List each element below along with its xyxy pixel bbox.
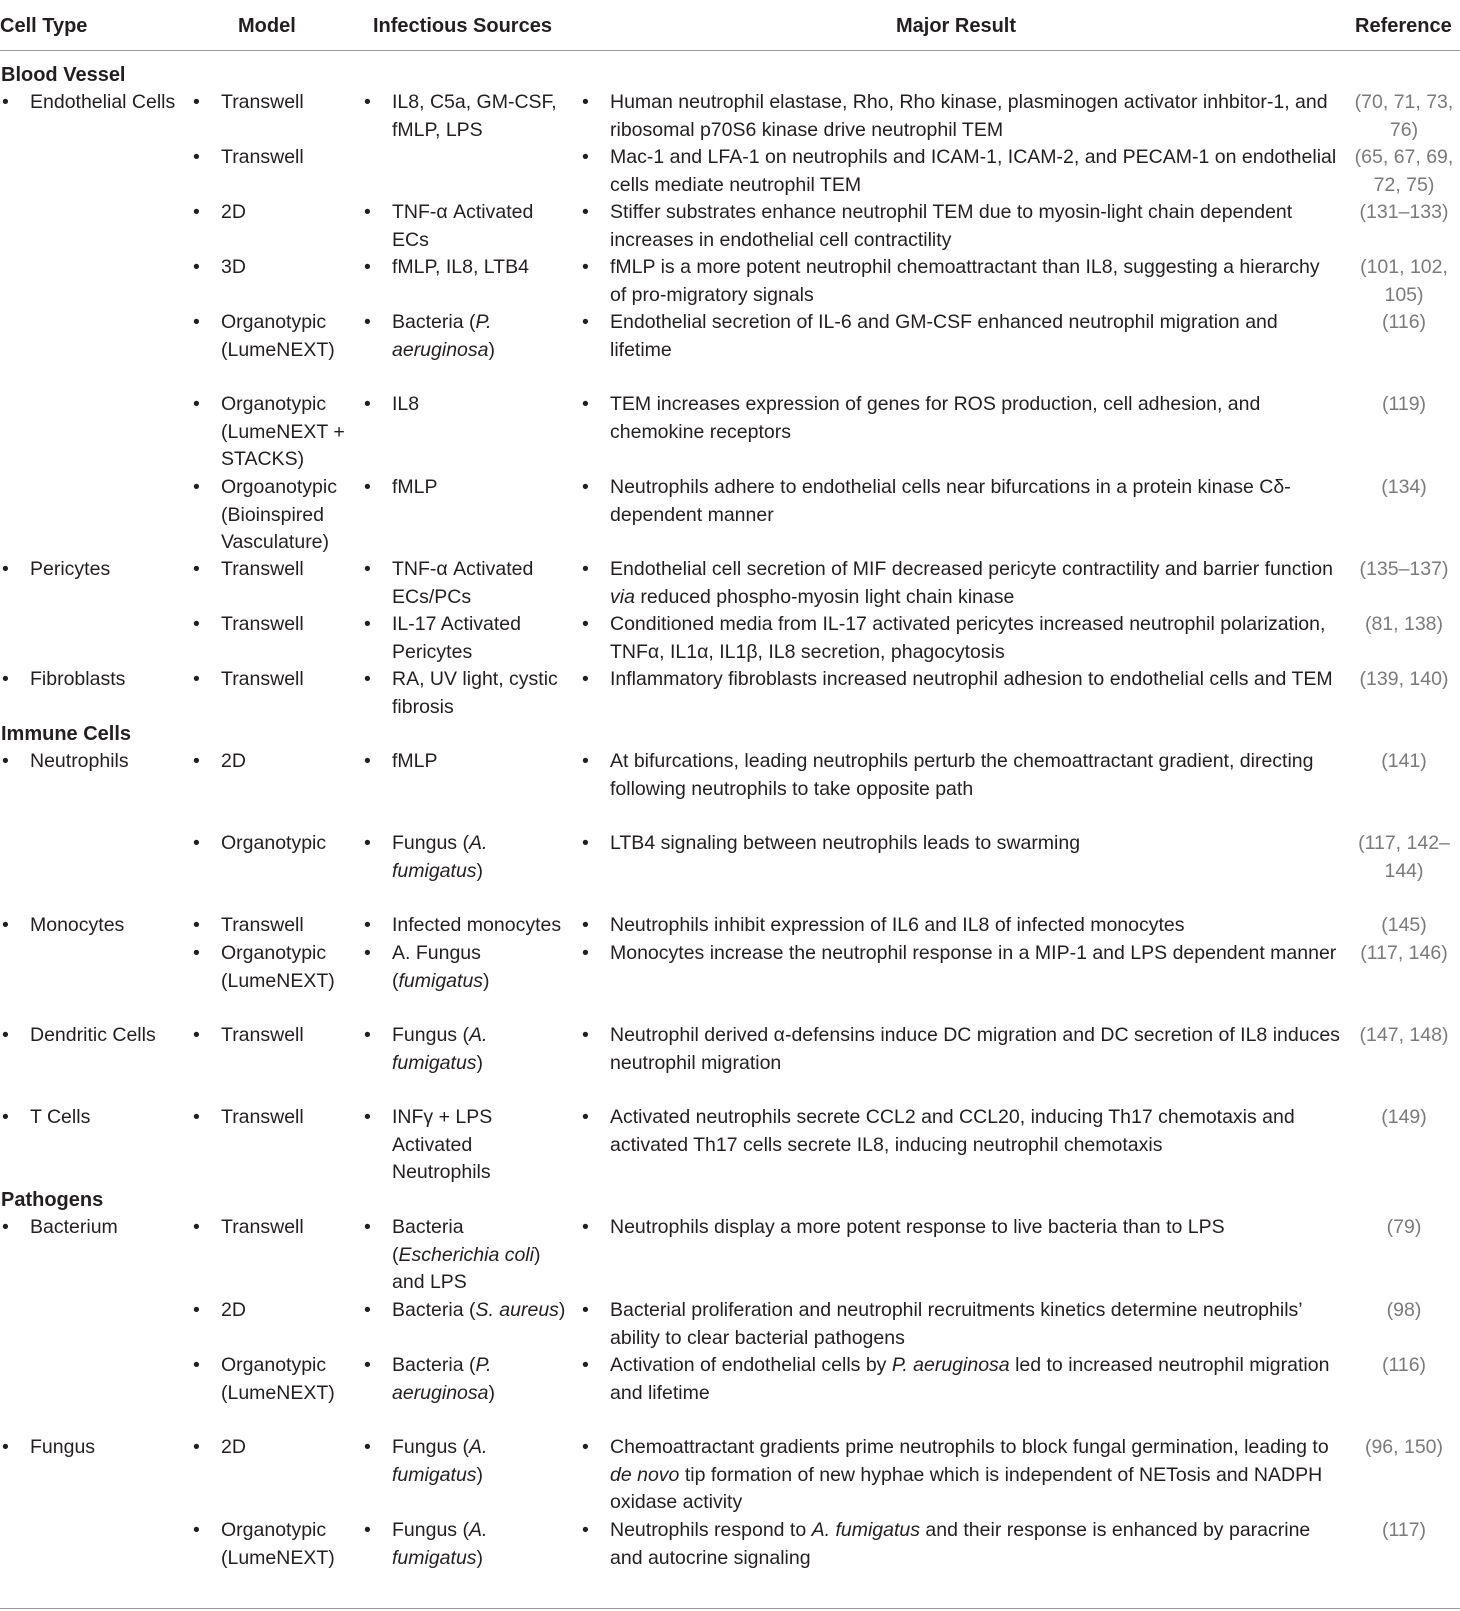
major-result: • TEM increases expression of genes for ROS production, cell adhesion, and chemokine receptors xyxy=(580,391,1340,446)
reference: (81, 138) xyxy=(1364,613,1444,635)
model: • 2D xyxy=(191,1297,361,1325)
model: • Transwell xyxy=(191,144,361,172)
infectious-source: • Fungus (A. fumigatus) xyxy=(362,1517,572,1572)
reference: (101, 102, 105) xyxy=(1360,256,1448,306)
model: • Transwell xyxy=(191,556,361,584)
reference: (139, 140) xyxy=(1359,668,1449,690)
header-cell-type: Cell Type xyxy=(0,15,88,37)
major-result: • Mac-1 and LFA-1 on neutrophils and ICAM-1, ICAM-2, and PECAM-1 on endothelial cells mediate neutrophil TEM xyxy=(580,144,1340,199)
model: • Transwell xyxy=(191,89,361,117)
infectious-source: • IL8 xyxy=(362,391,572,419)
header-reference: Reference xyxy=(1355,15,1452,37)
model: • Transwell xyxy=(191,1104,361,1132)
major-result: • Neutrophils display a more potent response to live bacteria than to LPS xyxy=(580,1214,1340,1242)
major-result: • Monocytes increase the neutrophil response in a MIP-1 and LPS dependent manner xyxy=(580,940,1340,968)
reference: (116) xyxy=(1381,311,1427,333)
section-title: Blood Vessel xyxy=(1,64,126,86)
model: • Organotypic (LumeNEXT) xyxy=(191,1352,361,1407)
infectious-source: • A. Fungus (fumigatus) xyxy=(362,940,572,995)
model: • Transwell xyxy=(191,1214,361,1242)
major-result: • LTB4 signaling between neutrophils leads to swarming xyxy=(580,830,1340,858)
model: • 2D xyxy=(191,1434,361,1462)
major-result: • Activation of endothelial cells by P. aeruginosa led to increased neutrophil migration and lifetime xyxy=(580,1352,1340,1407)
major-result: • Conditioned media from IL-17 activated pericytes increased neutrophil polarization, TNFα, IL1α, IL1β, IL8 secretion, phagocytosis xyxy=(580,611,1340,666)
reference: (135–137) xyxy=(1359,558,1449,580)
infectious-source: • RA, UV light, cystic fibrosis xyxy=(362,666,572,721)
bottom-divider xyxy=(0,1608,1460,1609)
major-result: • Neutrophils inhibit expression of IL6 and IL8 of infected monocytes xyxy=(580,912,1340,940)
infectious-source: • IL-17 Activated Pericytes xyxy=(362,611,572,666)
reference: (141) xyxy=(1381,750,1427,772)
model: • Transwell xyxy=(191,912,361,940)
reference: (149) xyxy=(1381,1106,1427,1128)
model: • Transwell xyxy=(191,1022,361,1050)
major-result: • Neutrophils adhere to endothelial cells near bifurcations in a protein kinase Cδ-dependent manner xyxy=(580,474,1340,529)
reference: (117, 142–144) xyxy=(1358,832,1450,882)
infectious-source: • fMLP xyxy=(362,748,572,776)
reference: (147, 148) xyxy=(1359,1024,1449,1046)
header-model: Model xyxy=(238,15,296,37)
header-major-result: Major Result xyxy=(896,15,1017,37)
reference: (131–133) xyxy=(1359,201,1449,223)
infectious-source: • TNF-α Activated ECs xyxy=(362,199,572,254)
cell-type: • Monocytes xyxy=(0,912,195,940)
infectious-source: • Fungus (A. fumigatus) xyxy=(362,1434,572,1489)
model: • Organotypic (LumeNEXT + STACKS) xyxy=(191,391,361,474)
reference: (134) xyxy=(1381,476,1427,498)
reference: (98) xyxy=(1386,1299,1422,1321)
cell-type: • Endothelial Cells xyxy=(0,89,195,117)
major-result: • Stiffer substrates enhance neutrophil TEM due to myosin-light chain dependent increases in endothelial cell contractility xyxy=(580,199,1340,254)
model: • 2D xyxy=(191,748,361,776)
major-result: • Neutrophil derived α-defensins induce DC migration and DC secretion of IL8 induces neutrophil migration xyxy=(580,1022,1340,1077)
major-result: • Human neutrophil elastase, Rho, Rho kinase, plasminogen activator inhbitor-1, and ribosomal p70S6 kinase drive neutrophil TEM xyxy=(580,89,1340,144)
major-result: • Inflammatory fibroblasts increased neutrophil adhesion to endothelial cells and TEM xyxy=(580,666,1340,694)
cell-type: • Neutrophils xyxy=(0,748,195,776)
cell-type: • Dendritic Cells xyxy=(0,1022,195,1050)
model: • Organotypic (LumeNEXT) xyxy=(191,1517,361,1572)
infectious-source: • Bacteria (P. aeruginosa) xyxy=(362,309,572,364)
header-infectious-sources: Infectious Sources xyxy=(373,15,552,37)
model: • Organotypic (LumeNEXT) xyxy=(191,309,361,364)
cell-type: • T Cells xyxy=(0,1104,195,1132)
major-result: • Activated neutrophils secrete CCL2 and CCL20, inducing Th17 chemotaxis and activated Th17 cells secrete IL8, inducing neutrophil chemotaxis xyxy=(580,1104,1340,1159)
model: • 3D xyxy=(191,254,361,282)
major-result: • Neutrophils respond to A. fumigatus and their response is enhanced by paracrine and autocrine signaling xyxy=(580,1517,1340,1572)
major-result: • Endothelial cell secretion of MIF decreased pericyte contractility and barrier function via reduced phospho-myosin light chain kinase xyxy=(580,556,1340,611)
reference: (116) xyxy=(1381,1354,1427,1376)
section-title: Immune Cells xyxy=(1,723,132,745)
model: • Transwell xyxy=(191,611,361,639)
reference: (70, 71, 73, 76) xyxy=(1354,91,1454,141)
infectious-source: • IL8, C5a, GM-CSF, fMLP, LPS xyxy=(362,89,572,144)
reference: (79) xyxy=(1386,1216,1422,1238)
table-header xyxy=(0,0,1460,51)
reference: (117) xyxy=(1381,1519,1427,1541)
cell-type: • Pericytes xyxy=(0,556,195,584)
model: • Orgoanotypic (Bioinspired Vasculature) xyxy=(191,474,361,557)
model: • Transwell xyxy=(191,666,361,694)
infectious-source: • Bacteria (Escherichia coli) and LPS xyxy=(362,1214,572,1297)
major-result: • At bifurcations, leading neutrophils perturb the chemoattractant gradient, directing following neutrophils to take opposite path xyxy=(580,748,1340,803)
infectious-source: • Bacteria (S. aureus) xyxy=(362,1297,572,1325)
infectious-source: • TNF-α Activated ECs/PCs xyxy=(362,556,572,611)
infectious-source: • fMLP xyxy=(362,474,572,502)
reference: (145) xyxy=(1381,914,1427,936)
cell-type: • Fungus xyxy=(0,1434,195,1462)
major-result: • Chemoattractant gradients prime neutrophils to block fungal germination, leading to de novo tip formation of new hyphae which is independent of NETosis and NADPH oxidase activity xyxy=(580,1434,1340,1517)
major-result: • fMLP is a more potent neutrophil chemoattractant than IL8, suggesting a hierarchy of pro-migratory signals xyxy=(580,254,1340,309)
major-result: • Endothelial secretion of IL-6 and GM-CSF enhanced neutrophil migration and lifetime xyxy=(580,309,1340,364)
infectious-source: • INFγ + LPS Activated Neutrophils xyxy=(362,1104,572,1187)
infectious-source: • Bacteria (P. aeruginosa) xyxy=(362,1352,572,1407)
infectious-source: • Infected monocytes xyxy=(362,912,572,940)
infectious-source: • Fungus (A. fumigatus) xyxy=(362,830,572,885)
infectious-source: • fMLP, IL8, LTB4 xyxy=(362,254,572,282)
model: • Organotypic xyxy=(191,830,361,858)
reference: (65, 67, 69, 72, 75) xyxy=(1354,146,1454,196)
section-title: Pathogens xyxy=(1,1189,104,1211)
reference: (119) xyxy=(1381,393,1427,415)
cell-type: • Fibroblasts xyxy=(0,666,195,694)
reference: (117, 146) xyxy=(1360,942,1448,964)
infectious-source: • Fungus (A. fumigatus) xyxy=(362,1022,572,1077)
model: • 2D xyxy=(191,199,361,227)
major-result: • Bacterial proliferation and neutrophil recruitments kinetics determine neutrophils’ ability to clear bacterial pathogens xyxy=(580,1297,1340,1352)
cell-type: • Bacterium xyxy=(0,1214,195,1242)
model: • Organotypic (LumeNEXT) xyxy=(191,940,361,995)
reference: (96, 150) xyxy=(1364,1436,1444,1458)
